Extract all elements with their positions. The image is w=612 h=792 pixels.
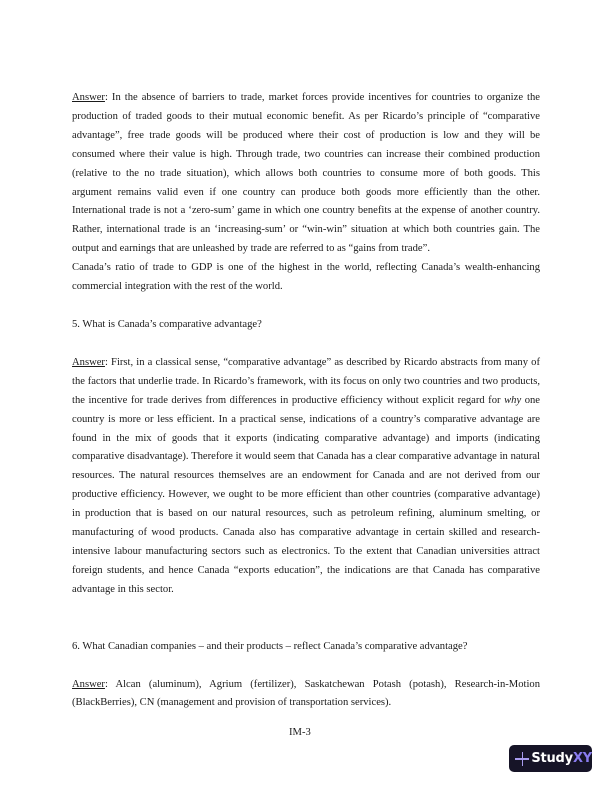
- answer-paragraph-5: [72, 354, 540, 600]
- answer-italic: why: [504, 394, 522, 406]
- page-content: [72, 89, 540, 713]
- question-6: 6. What Canadian companies – and their products – reflect Canada’s comparative advantage?: [72, 640, 468, 652]
- answer-paragraph-6: [72, 676, 540, 714]
- answer-text: : In the absence of barriers to trade, market forces provide incentives for countries to organize the production of traded goods to their mutual economic benefit. As per Ricardo’s principle of “comparative advantage”, free trade goods will be produced where their cost of production is low and they will be consumed where their value is high. Through trade, two countries can increase their combined production (relative to the no trade situation), which allows both countries to consume more of both goods. This argument remains valid even if one country can produce both goods more efficiently than the other. International trade is not a ‘zero-sum’ game in which one country benefits at the expense of another country. Rather, international trade is an ‘increasing-sum’ or “win-win” situation at which both countries gain. The output and earnings that are unleashed by trade are referred to as “gains from trade”.: [72, 92, 540, 255]
- answer-label: Answer: [72, 356, 105, 368]
- answer-text-part1: : First, in a classical sense, “comparative advantage” as described by Ricardo abstracts from many of the factors that underlie trade. In Ricardo’s framework, with its focus on only two countries and two products, the incentive for trade derives from differences in productive efficiency without explicit regard for: [72, 356, 540, 406]
- brand-main: Study: [531, 751, 573, 766]
- answer-label: Answer: [72, 92, 105, 103]
- brand-accent: XY: [572, 751, 592, 766]
- brand-logo-text: [531, 751, 592, 766]
- page-number: IM-3: [289, 727, 311, 738]
- answer-text: : Alcan (aluminum), Agrium (fertilizer), Saskatchewan Potash (potash), Research-in-Motion (BlackBerries), CN (management and provision of transportation services).: [72, 678, 540, 709]
- followup-text: Canada’s ratio of trade to GDP is one of the highest in the world, reflecting Canada’s wealth-enhancing commercial integration with the rest of the world.: [72, 262, 540, 293]
- answer-paragraph-1: [72, 89, 540, 259]
- plus-icon: [515, 752, 527, 766]
- question-5: 5. What is Canada’s comparative advantage?: [72, 318, 262, 330]
- trade-gdp-paragraph: [72, 259, 540, 297]
- answer-text-part2: one country is more or less efficient. In a practical sense, indications of a country’s comparative advantage are found in the mix of goods that it exports (indicating comparative advantage) and imports (indicating comparative disadvantage). Therefore it would seem that Canada has a clear comparative advantage in natural resources. The natural resources themselves are an endowment for Canada and are not derived from our productive efficiency. However, we ought to be more efficient than other countries (comparative advantage) in production that is based on our natural resources, such as petroleum refining, aluminum smelting, or manufacturing of wood products. Canada also has comparative advantage in certain skilled and research-intensive labour manufacturing sectors such as electronics. To the extent that Canadian universities attract foreign students, and hence Canada “exports education”, the indications are that Canada has comparative advantage in this sector.: [72, 394, 540, 595]
- answer-label: Answer: [72, 678, 105, 690]
- studyxy-badge[interactable]: [509, 745, 592, 772]
